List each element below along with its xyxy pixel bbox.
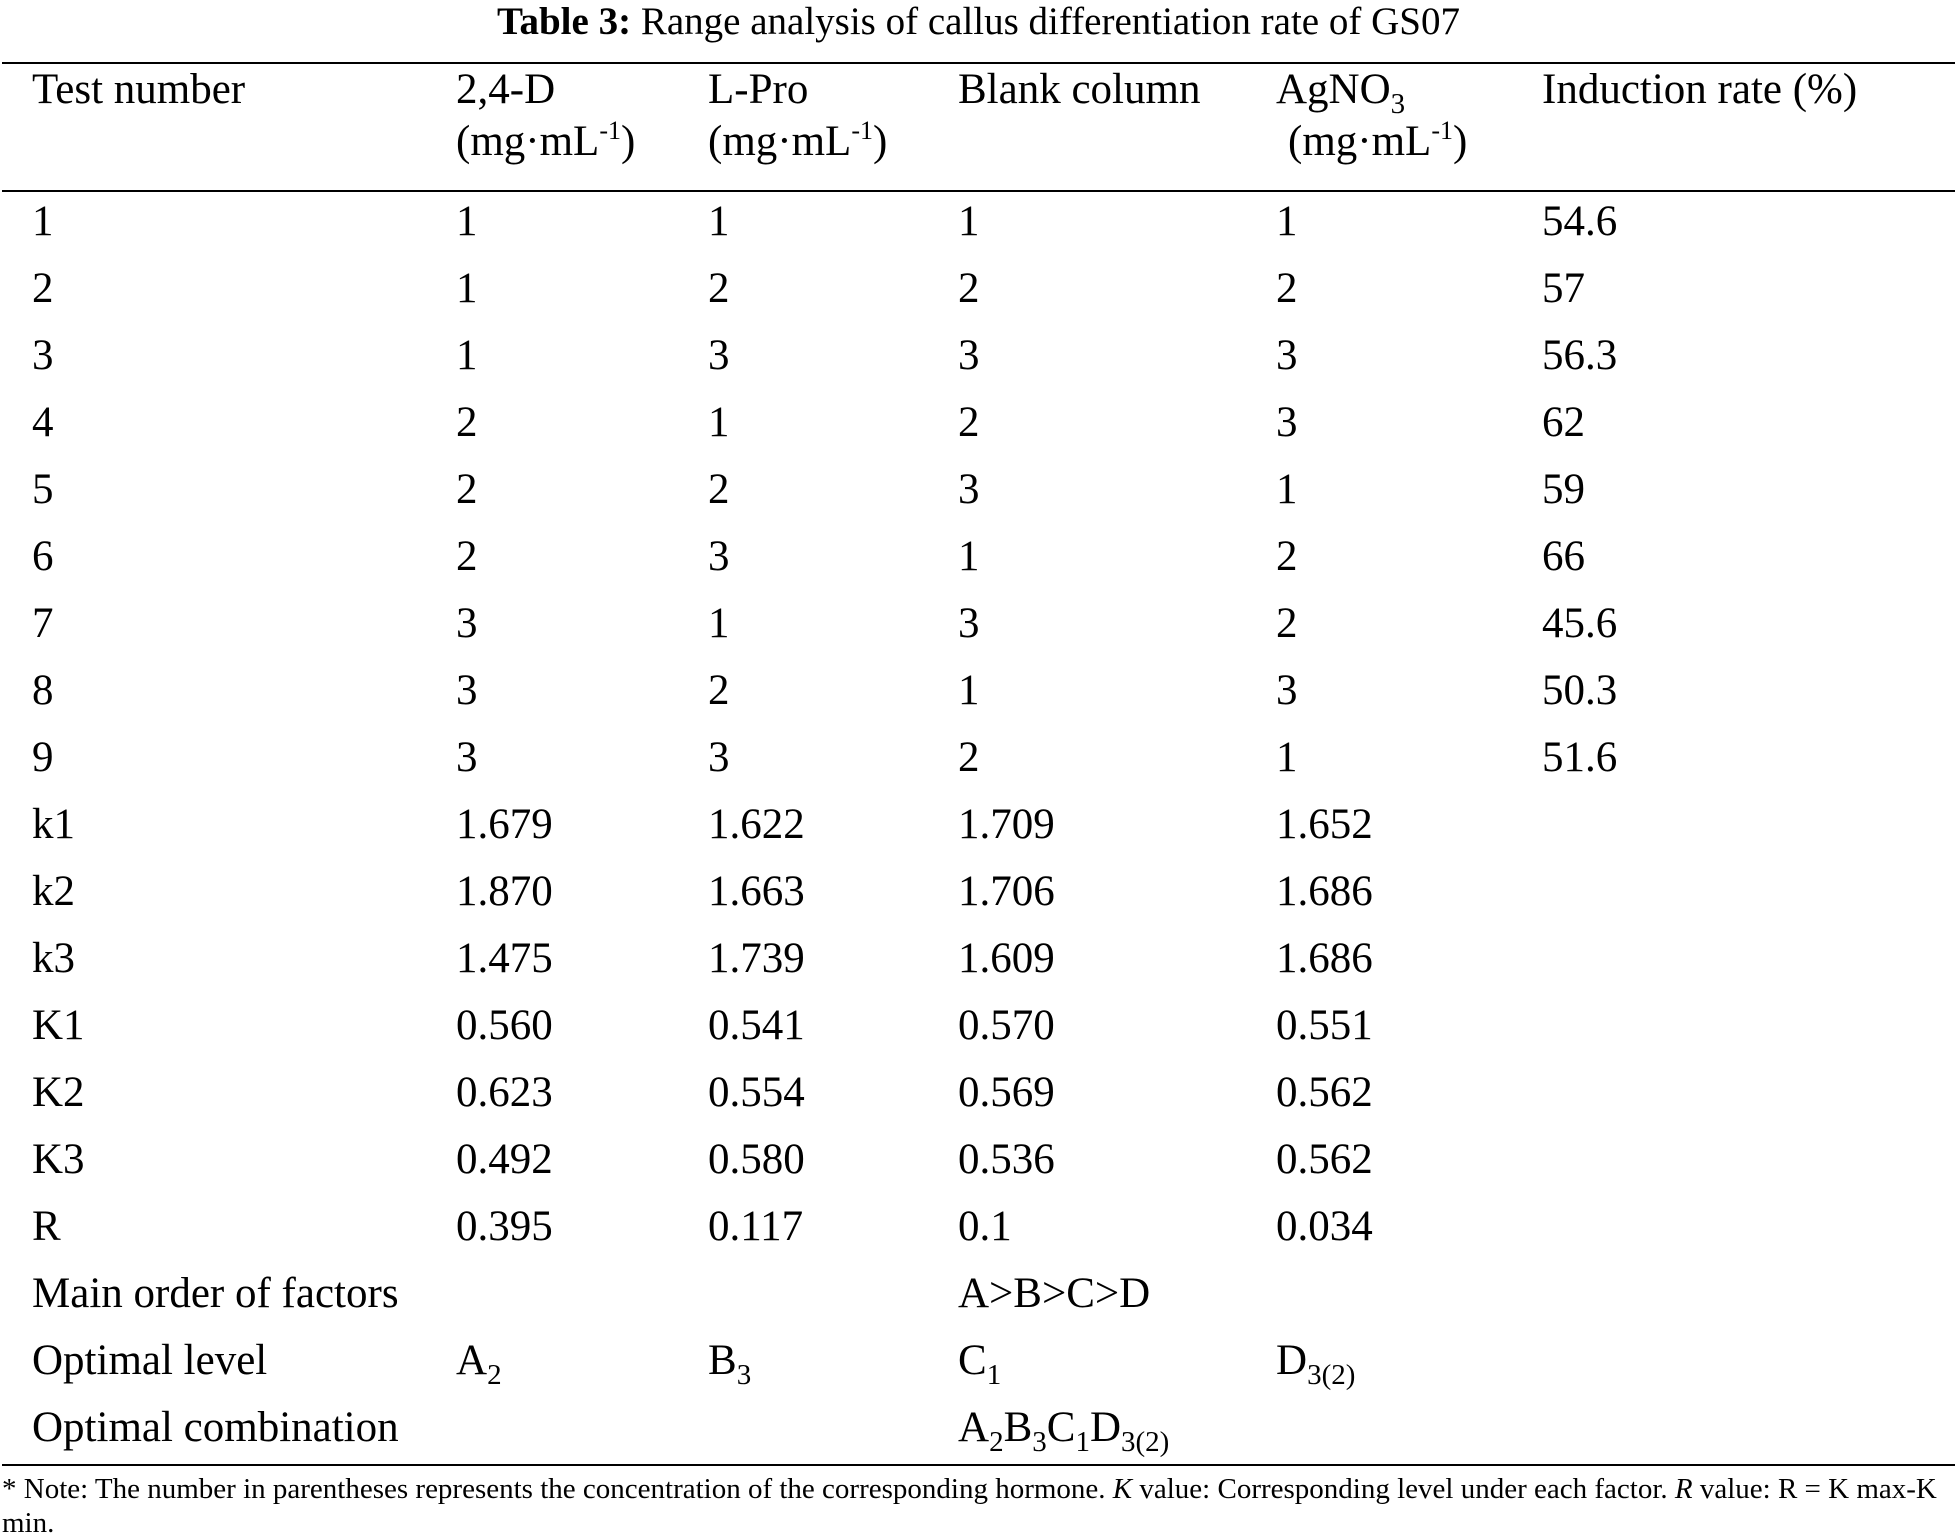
table-cell: 1 [708, 399, 730, 446]
table-row [2, 858, 1955, 925]
table-row [2, 322, 1955, 389]
table-cell: 7 [32, 600, 54, 647]
table-cell: 0.580 [708, 1136, 805, 1183]
main-order-value: A>B>C>D [958, 1270, 1151, 1317]
header-agno3: AgNO$_3$ $(mg\cdot mL^{-1})$ [1276, 64, 1542, 188]
table-cell: 0.623 [456, 1069, 553, 1116]
table-row [2, 992, 1955, 1059]
optimal-level-label: Optimal level [32, 1337, 268, 1384]
main-order-label: Main order of factors [32, 1270, 399, 1317]
header-row [2, 64, 1955, 188]
table-cell: 1.709 [958, 801, 1055, 848]
table-cell: 1 [32, 198, 54, 245]
table-row [2, 255, 1955, 322]
table-cell: K2 [32, 1069, 85, 1116]
table-cell: 59 [1542, 466, 1585, 513]
table-cell: 3 [32, 332, 54, 379]
header-induction-rate: Induction rate (%) [1542, 66, 1858, 113]
table-cell [1542, 1193, 1955, 1260]
table-cell [1542, 925, 1955, 992]
table-cell: k1 [32, 801, 75, 848]
table-cell: 1.870 [456, 868, 553, 915]
table-cell: 2 [456, 466, 478, 513]
table-row [2, 657, 1955, 724]
table-cell: 1 [958, 533, 980, 580]
table-cell: k2 [32, 868, 75, 915]
optimal-level-a: $A_2$ [456, 1337, 502, 1391]
table-cell: R [32, 1203, 61, 1250]
table-caption-text: Range analysis of callus differentiation rate of GS07 [640, 0, 1460, 43]
table-cell: 2 [958, 265, 980, 312]
table-cell: 1 [708, 600, 730, 647]
optimal-combination-label: Optimal combination [32, 1404, 399, 1451]
table-cell: 0.395 [456, 1203, 553, 1250]
table-cell: 2 [456, 399, 478, 446]
table-row [2, 1059, 1955, 1126]
table-cell: 2 [958, 734, 980, 781]
table-cell: 2 [958, 399, 980, 446]
optimal-level-c: $C_1$ [958, 1337, 1002, 1391]
table-cell: 3 [456, 667, 478, 714]
table-row [2, 188, 1955, 255]
table-footnote: * Note: The number in parentheses represents the concentration of the corresponding hormone. K value: Corresponding level under each factor. R value: R = K max-K min. [2, 1473, 1937, 1539]
table-cell: 3 [456, 734, 478, 781]
table-cell: 2 [456, 533, 478, 580]
table-cell: 0.570 [958, 1002, 1055, 1049]
table-cell: 3 [958, 466, 980, 513]
table-cell: 1.663 [708, 868, 805, 915]
table-cell: 3 [1276, 399, 1298, 446]
optimal-combination-row [2, 1394, 1955, 1461]
table-cell [1542, 1126, 1955, 1193]
table-cell: 1.739 [708, 935, 805, 982]
table-cell: 0.492 [456, 1136, 553, 1183]
header-blank-column: Blank column [958, 66, 1201, 113]
table-cell: 50.3 [1542, 667, 1618, 714]
table-cell: k3 [32, 935, 75, 982]
table-cell: 57 [1542, 265, 1585, 312]
table-cell: 1 [1276, 734, 1298, 781]
table-cell: 1.475 [456, 935, 553, 982]
table-cell: 1.686 [1276, 935, 1373, 982]
optimal-level-row [2, 1327, 1955, 1394]
table-cell: 1.652 [1276, 801, 1373, 848]
table-cell: 0.541 [708, 1002, 805, 1049]
table-cell: 3 [958, 332, 980, 379]
table-caption [0, 0, 1957, 50]
table-cell: 2 [1276, 533, 1298, 580]
range-analysis-table [2, 64, 1955, 1461]
table-cell: 2 [1276, 265, 1298, 312]
table-cell: 56.3 [1542, 332, 1618, 379]
bottom-rule [2, 1464, 1955, 1466]
table-cell: 0.560 [456, 1002, 553, 1049]
table-cell: 0.551 [1276, 1002, 1373, 1049]
table-row [2, 925, 1955, 992]
header-24d: 2,4-D $(mg\cdot mL^{-1})$ [456, 64, 708, 188]
table-row [2, 724, 1955, 791]
table-cell: 3 [958, 600, 980, 647]
table-caption-label: Table 3: [497, 0, 632, 43]
optimal-level-b: $B_3$ [708, 1337, 752, 1391]
table-row [2, 590, 1955, 657]
table-cell: 3 [1276, 332, 1298, 379]
optimal-combination-value: $A_2B_3C_1D_{3(2)}$ [958, 1404, 1170, 1458]
table-cell: K1 [32, 1002, 85, 1049]
table-cell: 0.1 [958, 1203, 1012, 1250]
table-cell: 1 [958, 198, 980, 245]
table-cell: 0.569 [958, 1069, 1055, 1116]
table-cell: 3 [1276, 667, 1298, 714]
table-row [2, 1193, 1955, 1260]
table-cell: 0.536 [958, 1136, 1055, 1183]
header-lpro: L-Pro $(mg\cdot mL^{-1})$ [708, 64, 958, 188]
table-cell: 3 [456, 600, 478, 647]
table-cell: 1.686 [1276, 868, 1373, 915]
header-lpro-unit: $(mg\cdot mL^{-1})$ [708, 116, 888, 165]
table-body [2, 188, 1955, 1461]
table-cell: 3 [708, 533, 730, 580]
table-cell [1542, 858, 1955, 925]
table-cell: 1 [958, 667, 980, 714]
table-cell: 1 [708, 198, 730, 245]
table-cell: 1 [1276, 198, 1298, 245]
table-row [2, 456, 1955, 523]
table-cell: 5 [32, 466, 54, 513]
table-row [2, 523, 1955, 590]
table-cell: 1 [1276, 466, 1298, 513]
table-cell: 9 [32, 734, 54, 781]
optimal-level-d: $D_{3(2)}$ [1276, 1337, 1356, 1391]
table-cell: 2 [708, 667, 730, 714]
table-cell: 3 [708, 734, 730, 781]
table-cell: 0.562 [1276, 1136, 1373, 1183]
table-cell: K3 [32, 1136, 85, 1183]
header-test-number: Test number [32, 66, 246, 113]
table-cell: 0.117 [708, 1203, 804, 1250]
table-cell: 54.6 [1542, 198, 1618, 245]
table-row [2, 1126, 1955, 1193]
main-order-row [2, 1260, 1955, 1327]
table-cell: 1.609 [958, 935, 1055, 982]
header-24d-unit: $(mg\cdot mL^{-1})$ [456, 116, 636, 165]
table-row [2, 389, 1955, 456]
table-cell: 0.554 [708, 1069, 805, 1116]
header-agno3-unit: $(mg\cdot mL^{-1})$ [1288, 116, 1468, 165]
table-cell: 62 [1542, 399, 1585, 446]
table-cell: 8 [32, 667, 54, 714]
table-cell: 45.6 [1542, 600, 1618, 647]
table-cell: 0.034 [1276, 1203, 1373, 1250]
table-cell: 2 [1276, 600, 1298, 647]
table-cell: 0.562 [1276, 1069, 1373, 1116]
table-cell [1542, 1059, 1955, 1126]
table-cell: 51.6 [1542, 734, 1618, 781]
table-cell: 1 [456, 198, 478, 245]
table-cell: 1.706 [958, 868, 1055, 915]
table-cell: 3 [708, 332, 730, 379]
table-cell: 2 [708, 466, 730, 513]
table-cell: 4 [32, 399, 54, 446]
table-cell: 1.622 [708, 801, 805, 848]
table-cell: 66 [1542, 533, 1585, 580]
table-cell: 1 [456, 265, 478, 312]
table-cell: 2 [32, 265, 54, 312]
table-cell: 1 [456, 332, 478, 379]
table-row [2, 791, 1955, 858]
table-cell: 6 [32, 533, 54, 580]
table-cell: 2 [708, 265, 730, 312]
table-cell: 1.679 [456, 801, 553, 848]
table-cell [1542, 992, 1955, 1059]
table-cell [1542, 791, 1955, 858]
